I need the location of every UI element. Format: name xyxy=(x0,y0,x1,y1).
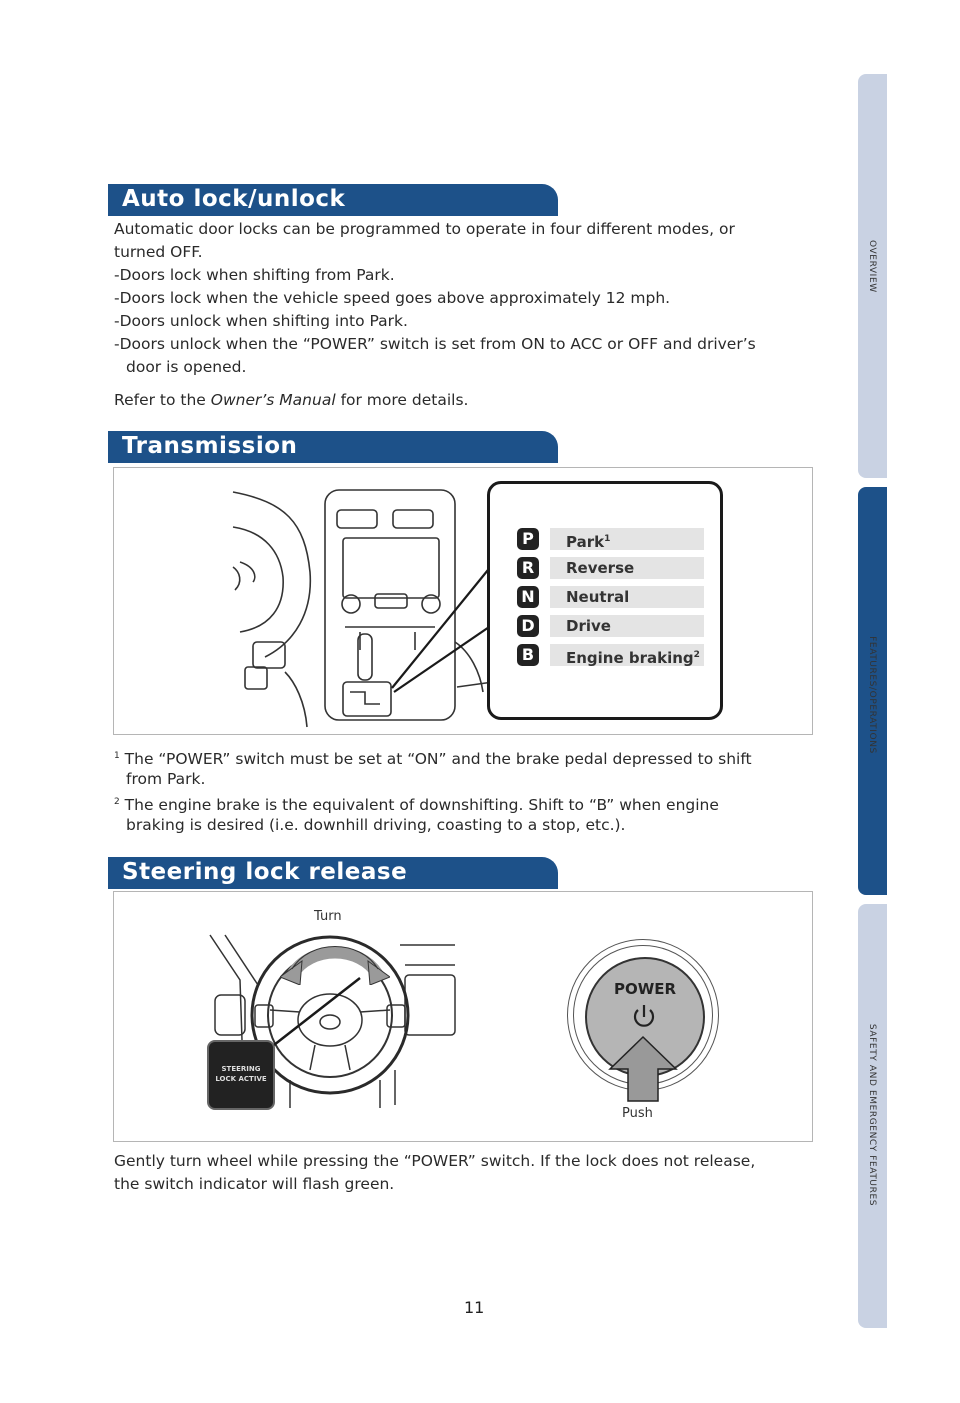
refer-pre: Refer to the xyxy=(114,391,211,409)
refer-post: for more details. xyxy=(335,391,469,409)
callout-lines xyxy=(380,480,500,700)
gear-letter-r: R xyxy=(517,557,539,579)
gear-label-engine-braking: Engine braking$^2$ xyxy=(550,644,704,666)
transmission-heading-bar xyxy=(108,431,558,463)
gear-letter-b: B xyxy=(517,644,539,666)
turn-label: Turn xyxy=(314,909,342,924)
indicator-line-2: LOCK ACTIVE xyxy=(215,1075,267,1083)
power-symbol-icon xyxy=(631,1003,657,1031)
auto-lock-mode-3: -Doors unlock when shifting into Park. xyxy=(114,312,408,330)
side-tab-safety-label: SAFETY AND EMERGENCY FEATURES xyxy=(867,1023,877,1207)
side-tab-features-label: FEATURES/OPERATIONS xyxy=(867,636,877,754)
gear-label-neutral: Neutral xyxy=(550,586,704,608)
transmission-heading: Transmission xyxy=(122,433,298,459)
auto-lock-heading-bar xyxy=(108,184,558,216)
refer-manual: Owner’s Manual xyxy=(210,391,336,409)
side-tab-overview-label: OVERVIEW xyxy=(867,240,877,293)
auto-lock-mode-2: -Doors lock when the vehicle speed goes above approximately 12 mph. xyxy=(114,289,671,307)
auto-lock-mode-1: -Doors lock when shifting from Park. xyxy=(114,266,395,284)
gear-row-reverse xyxy=(517,557,707,579)
auto-lock-heading: Auto lock/unlock xyxy=(122,186,346,212)
auto-lock-mode-4: -Doors unlock when the “POWER” switch is set from ON to ACC or OFF and driver’s xyxy=(114,335,756,353)
steering-heading-bar xyxy=(108,857,558,889)
gear-label-reverse: Reverse xyxy=(550,557,704,579)
steering-body-2: the switch indicator will flash green. xyxy=(114,1175,395,1193)
push-label: Push xyxy=(622,1106,653,1121)
steering-heading: Steering lock release xyxy=(122,859,408,885)
gear-row-engine-braking xyxy=(517,644,707,666)
footnote-2: $^2$ The engine brake is the equivalent of downshifting. Shift to “B” when engine xyxy=(114,796,719,815)
steering-lock-indicator xyxy=(207,1040,275,1110)
gear-letter-d: D xyxy=(517,615,539,637)
gear-label-drive: Drive xyxy=(550,615,704,637)
page-number: 11 xyxy=(464,1298,485,1317)
steering-callout-line xyxy=(260,970,370,1060)
gear-row-neutral xyxy=(517,586,707,608)
gear-row-drive xyxy=(517,615,707,637)
footnote-1: $^1$ The “POWER” switch must be set at “ON” and the brake pedal depressed to shift xyxy=(114,750,752,769)
auto-lock-mode-4-cont: door is opened. xyxy=(126,358,247,376)
auto-lock-intro-2: turned OFF. xyxy=(114,243,203,261)
gear-row-park xyxy=(517,528,707,550)
power-button-label: POWER xyxy=(613,980,677,998)
footnote-1-cont: from Park. xyxy=(126,770,206,788)
auto-lock-refer xyxy=(114,389,468,412)
gear-letter-p: P xyxy=(517,528,539,550)
footnote-2-cont: braking is desired (i.e. downhill driving, coasting to a stop, etc.). xyxy=(126,816,626,834)
gear-letter-n: N xyxy=(517,586,539,608)
indicator-line-1: STEERING xyxy=(221,1065,261,1073)
auto-lock-intro-1: Automatic door locks can be programmed to operate in four different modes, or xyxy=(114,220,735,238)
steering-body-1: Gently turn wheel while pressing the “POWER” switch. If the lock does not release, xyxy=(114,1152,756,1170)
push-arrow-icon xyxy=(608,1035,678,1103)
gear-label-park: Park$^1$ xyxy=(550,528,704,550)
